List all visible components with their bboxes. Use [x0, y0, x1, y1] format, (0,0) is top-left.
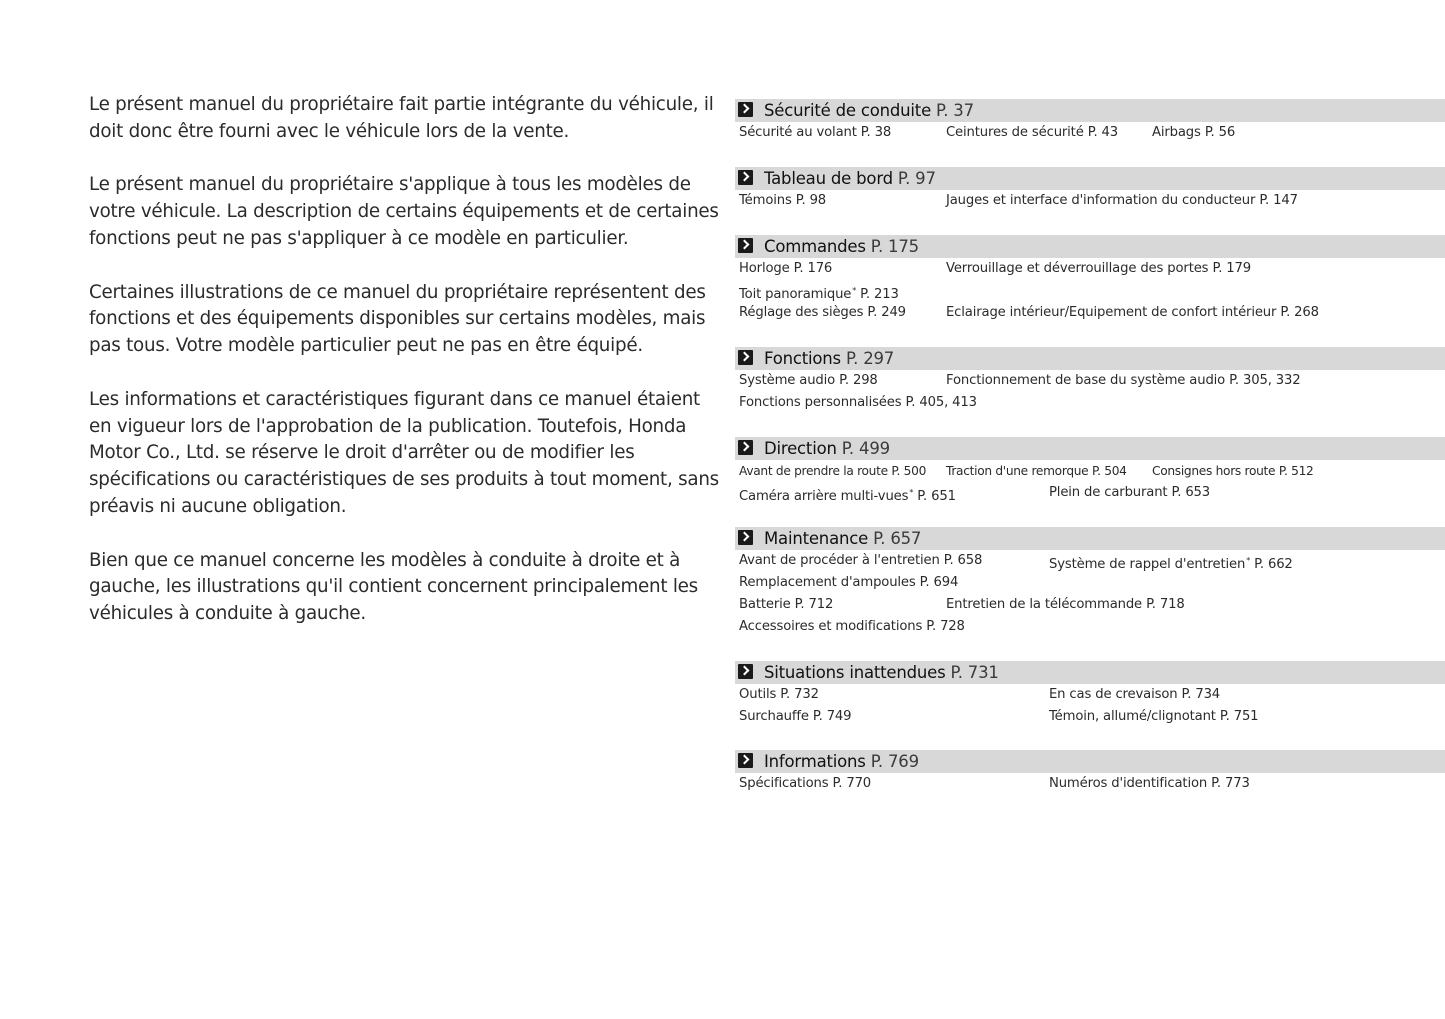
toc-link-label: Caméra arrière multi-vues [739, 489, 909, 504]
toc-section [735, 347, 1445, 414]
toc-link-page: P. 694 [919, 575, 959, 590]
toc-link[interactable] [739, 282, 899, 304]
toc-link[interactable] [1049, 775, 1250, 793]
toc-section-title [764, 750, 919, 773]
section-page-ref: P. 731 [950, 663, 999, 682]
toc-link-page: P. 734 [1181, 687, 1221, 702]
toc-link[interactable] [739, 775, 871, 793]
toc-section-header[interactable] [735, 661, 1445, 684]
toc-link-page: P. 651 [917, 489, 956, 504]
toc-section-header[interactable] [735, 235, 1445, 258]
toc-row [735, 706, 1445, 728]
toc-link[interactable] [739, 304, 906, 322]
toc-link-label: Jauges et interface d'information du conducteur [946, 193, 1256, 208]
toc-link-label: Plein de carburant [1049, 485, 1168, 500]
toc-link-page: P. 268 [1280, 305, 1319, 320]
toc-link-page: P. 653 [1171, 485, 1211, 500]
toc-link-page: P. 98 [795, 193, 827, 208]
toc-section-title [764, 527, 921, 550]
toc-row [735, 572, 1445, 594]
toc-link[interactable] [739, 462, 926, 480]
toc-link-page: P. 56 [1204, 125, 1236, 140]
toc-section-header[interactable] [735, 750, 1445, 773]
toc-link[interactable] [946, 192, 1298, 210]
toc-link-label: Témoin, allumé/clignotant [1049, 709, 1216, 724]
toc-link-page: P. 732 [780, 687, 819, 702]
toc-link-label: Fonctionnement de base du système audio [946, 373, 1226, 388]
toc-section [735, 661, 1445, 728]
toc-row [735, 550, 1445, 572]
intro-paragraph: Le présent manuel du propriétaire s'applique à tous les modèles de votre véhicule. La description de certains équipements et de certaines fonctions peut ne pas s'appliquer à ce modèle en particulier. [89, 174, 719, 249]
arrow-right-icon [738, 753, 753, 768]
toc-section-title [764, 167, 936, 190]
toc-link-label: Horloge [739, 261, 790, 276]
intro-paragraph: Les informations et caractéristiques figurant dans ce manuel étaient en vigueur lors de l'approbation de la publication. Toutefois, Honda Motor Co., Ltd. se réserve le droit d'arrêter ou de modifier les spécifications ou caractéristiques de ses produits à tout moment, sans préavis ni aucune obligation. [89, 388, 719, 517]
section-page-ref: P. 499 [841, 439, 890, 458]
arrow-right-icon [738, 440, 753, 455]
toc-link-page: P. 305, 332 [1229, 373, 1301, 388]
toc-link[interactable] [1152, 462, 1313, 480]
arrow-right-icon [738, 664, 753, 679]
toc-link-label: Avant de prendre la route [739, 464, 888, 478]
toc-link-label: Témoins [739, 193, 792, 208]
toc-link-page: P. 298 [839, 373, 878, 388]
arrow-right-icon [738, 102, 753, 117]
optional-equipment-mark: * [852, 286, 857, 295]
toc-row [735, 594, 1445, 616]
toc-section [735, 527, 1445, 638]
toc-link-page: P. 712 [794, 597, 834, 612]
optional-equipment-mark: * [909, 488, 914, 497]
intro-paragraph: Certaines illustrations de ce manuel du propriétaire représentent des fonctions et des équipements disponibles sur certains modèles, mais pas tous. Votre modèle particulier peut ne pas en être équipé. [89, 281, 706, 357]
toc-link[interactable] [739, 708, 851, 726]
toc-link-label: Entretien de la télécommande [946, 597, 1143, 612]
toc-link-page: P. 728 [926, 619, 965, 634]
toc-link-page: P. 773 [1211, 776, 1250, 791]
section-title-text: Informations [764, 752, 866, 771]
section-page-ref: P. 769 [870, 752, 919, 771]
toc-row [735, 190, 1445, 212]
toc-link-label: Remplacement d'ampoules [739, 575, 916, 590]
toc-link[interactable] [739, 394, 977, 412]
toc-link[interactable] [946, 372, 1301, 390]
toc-link-page: P. 662 [1254, 557, 1293, 572]
toc-link-label: Numéros d'identification [1049, 776, 1208, 791]
toc-link-label: Spécifications [739, 776, 829, 791]
toc-row [735, 302, 1445, 324]
intro-text [89, 92, 719, 628]
toc-section-header[interactable] [735, 527, 1445, 550]
intro-paragraph: Le présent manuel du propriétaire fait partie intégrante du véhicule, il doit donc être fourni avec le véhicule lors de la vente. [89, 94, 714, 142]
toc-link[interactable] [739, 618, 965, 636]
toc-row [735, 684, 1445, 706]
section-title-text: Fonctions [764, 349, 841, 368]
toc-section-title [764, 99, 974, 122]
toc-link[interactable] [739, 372, 878, 390]
section-page-ref: P. 37 [936, 101, 974, 120]
toc-link-page: P. 38 [860, 125, 892, 140]
toc-link-label: En cas de crevaison [1049, 687, 1178, 702]
toc-row [735, 122, 1445, 144]
arrow-right-icon [738, 238, 753, 253]
toc-row [735, 258, 1445, 280]
toc-link-label: Verrouillage et déverrouillage des portes [946, 261, 1209, 276]
toc-link[interactable] [946, 462, 1127, 480]
toc-section-title [764, 235, 919, 258]
toc-section-title [764, 437, 890, 460]
toc-section-header[interactable] [735, 99, 1445, 122]
toc-row [735, 392, 1445, 414]
toc-link-page: P. 249 [867, 305, 906, 320]
toc-link-page: P. 658 [943, 553, 983, 568]
toc-link[interactable] [1049, 484, 1210, 502]
toc-link-label: Fonctions personnalisées [739, 395, 902, 410]
toc-link-page: P. 43 [1087, 125, 1119, 140]
toc-section [735, 99, 1445, 144]
toc-link[interactable] [946, 596, 1185, 614]
toc-link[interactable] [739, 686, 819, 704]
toc-section [735, 437, 1445, 504]
toc-link-label: Réglage des sièges [739, 305, 864, 320]
toc-section-header[interactable] [735, 167, 1445, 190]
toc-link-page: P. 500 [891, 464, 927, 478]
toc-link-page: P. 751 [1219, 709, 1259, 724]
toc-row [735, 280, 1445, 302]
toc-section-header[interactable] [735, 347, 1445, 370]
toc-link-label: Système de rappel d'entretien [1049, 557, 1246, 572]
toc-link-page: P. 405, 413 [905, 395, 977, 410]
toc-link-label: Consignes hors route [1152, 464, 1276, 478]
toc-link-page: P. 504 [1091, 464, 1127, 478]
toc-link-label: Toit panoramique [739, 287, 852, 302]
toc-link[interactable] [739, 552, 982, 570]
toc-link-page: P. 213 [860, 287, 899, 302]
toc-row [735, 370, 1445, 392]
toc-link-label: Système audio [739, 373, 836, 388]
toc-link[interactable] [1049, 708, 1258, 726]
toc-link-page: P. 179 [1212, 261, 1252, 276]
toc-section-title [764, 347, 894, 370]
toc-link-label: Eclairage intérieur/Equipement de confort intérieur [946, 305, 1277, 320]
toc-link[interactable] [946, 124, 1118, 142]
intro-paragraph: Bien que ce manuel concerne les modèles à conduite à droite et à gauche, les illustrations qu'il contient concernent principalement les véhicules à conduite à gauche. [89, 549, 698, 625]
toc-link-page: P. 176 [793, 261, 833, 276]
toc-link-page: P. 749 [812, 709, 852, 724]
toc-link-label: Batterie [739, 597, 791, 612]
arrow-right-icon [738, 530, 753, 545]
toc-row [735, 773, 1445, 795]
toc-link-label: Surchauffe [739, 709, 809, 724]
toc-section [735, 167, 1445, 212]
section-title-text: Tableau de bord [764, 169, 893, 188]
toc-link-label: Outils [739, 687, 777, 702]
toc-link[interactable] [739, 596, 833, 614]
toc-section [735, 750, 1445, 795]
section-page-ref: P. 657 [873, 529, 922, 548]
arrow-right-icon [738, 170, 753, 185]
toc-link-page: P. 718 [1146, 597, 1185, 612]
section-title-text: Situations inattendues [764, 663, 946, 682]
toc-link[interactable] [739, 484, 956, 506]
section-page-ref: P. 175 [870, 237, 919, 256]
toc-link-label: Traction d'une remorque [946, 464, 1089, 478]
toc-link-label: Avant de procéder à l'entretien [739, 553, 940, 568]
toc-link-label: Ceintures de sécurité [946, 125, 1084, 140]
toc-link[interactable] [739, 192, 826, 210]
toc-link[interactable] [739, 574, 958, 592]
toc-row [735, 460, 1445, 482]
toc-row [735, 616, 1445, 638]
toc-link[interactable] [1049, 686, 1220, 704]
section-title-text: Direction [764, 439, 837, 458]
toc-link[interactable] [946, 260, 1251, 278]
toc-row [735, 482, 1445, 504]
toc-link-label: Accessoires et modifications [739, 619, 923, 634]
section-page-ref: P. 97 [897, 169, 936, 188]
section-title-text: Sécurité de conduite [764, 101, 932, 120]
toc-link-label: Sécurité au volant [739, 125, 857, 140]
section-title-text: Commandes [764, 237, 866, 256]
toc-link-page: P. 770 [832, 776, 872, 791]
toc-link-page: P. 147 [1259, 193, 1298, 208]
toc-section [735, 235, 1445, 324]
toc-link-label: Airbags [1152, 125, 1201, 140]
section-page-ref: P. 297 [845, 349, 895, 368]
section-title-text: Maintenance [764, 529, 869, 548]
toc-link[interactable] [946, 304, 1319, 322]
optional-equipment-mark: * [1246, 556, 1251, 565]
toc-link[interactable] [1152, 124, 1235, 142]
arrow-right-icon [738, 350, 753, 365]
toc-link[interactable] [1049, 552, 1293, 574]
toc-link-page: P. 512 [1278, 464, 1314, 478]
toc-link[interactable] [739, 124, 891, 142]
toc-section-title [764, 661, 999, 684]
toc-link[interactable] [739, 260, 832, 278]
toc-section-header[interactable] [735, 437, 1445, 460]
